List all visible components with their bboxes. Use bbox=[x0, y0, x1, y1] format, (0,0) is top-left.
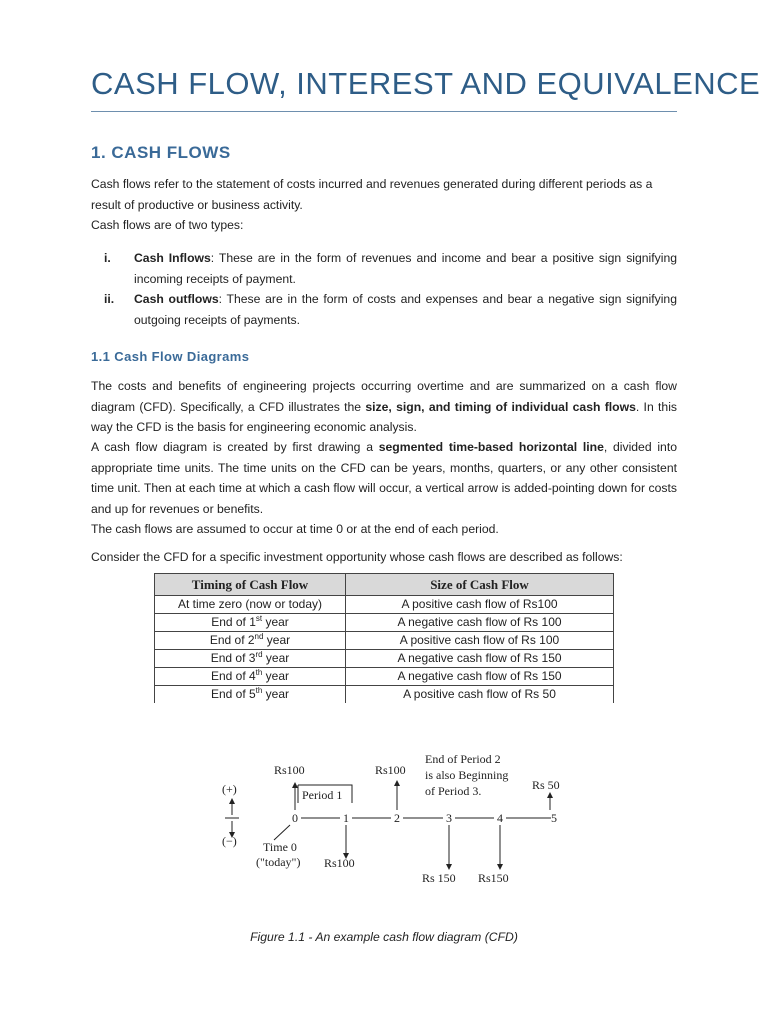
cfd-paragraph-2 bbox=[91, 437, 677, 519]
cfd-paragraph-3: The cash flows are assumed to occur at time 0 or at the end of each period. bbox=[91, 522, 499, 536]
cash-flow-table bbox=[154, 573, 614, 703]
note-line-2: is also Beginning bbox=[425, 768, 509, 782]
timing-cell bbox=[155, 614, 346, 632]
note-line-3: of Period 3. bbox=[425, 784, 482, 798]
timing-text: End of 2 bbox=[209, 633, 255, 647]
column-header-size: Size of Cash Flow bbox=[346, 574, 614, 596]
paragraph-text: , divided into appropriate time units. The time units on the CFD can be years, months, quarters, or any other consistent time unit. Then at each time at which a cash flow will occur, a vertical arrow is added-pointing down for costs and up for revenues or benefits. bbox=[91, 440, 677, 516]
list-number: ii. bbox=[104, 292, 115, 306]
time0-pointer bbox=[274, 825, 290, 840]
minus-sign-label: (−) bbox=[222, 834, 237, 848]
tick-label-5: 5 bbox=[551, 811, 557, 825]
table-row bbox=[155, 596, 614, 614]
cash-flows-intro bbox=[91, 174, 677, 236]
outflow-label-t3: Rs 150 bbox=[422, 871, 456, 885]
cfd-paragraph-4: Consider the CFD for a specific investment opportunity whose cash flows are described as follows: bbox=[91, 550, 623, 564]
size-cell: A negative cash flow of Rs 150 bbox=[346, 668, 614, 686]
page-title: CASH FLOW, INTEREST AND EQUIVALENCE bbox=[91, 66, 761, 101]
timing-text: End of 4 bbox=[210, 669, 256, 683]
timing-text: At time zero (now or today) bbox=[177, 597, 323, 611]
figure-caption: Figure 1.1 - An example cash flow diagram (CFD) bbox=[250, 930, 518, 944]
plus-sign-label: (+) bbox=[222, 782, 237, 796]
timing-text: End of 3 bbox=[210, 651, 256, 665]
paragraph-text: . In this way the CFD is the basis for engineering economic analysis. bbox=[91, 399, 677, 434]
timing-text: year bbox=[262, 651, 290, 665]
today-label: ("today") bbox=[256, 855, 301, 869]
timing-cell bbox=[155, 668, 346, 686]
tick-label-1: 1 bbox=[343, 811, 349, 825]
ordinal-suffix: rd bbox=[255, 650, 263, 659]
cash-flow-diagram bbox=[206, 745, 576, 890]
tick-label-4: 4 bbox=[497, 811, 503, 825]
size-cell: A negative cash flow of Rs 150 bbox=[346, 650, 614, 668]
emphasis-text: segmented time-based horizontal line bbox=[378, 440, 604, 454]
size-cell: A positive cash flow of Rs 100 bbox=[346, 632, 614, 650]
cash-flow-types-list bbox=[91, 248, 677, 330]
table-row bbox=[155, 650, 614, 668]
timing-cell bbox=[155, 650, 346, 668]
column-header-timing: Timing of Cash Flow bbox=[155, 574, 346, 596]
intro-definition: Cash flows refer to the statement of costs incurred and revenues generated during different periods as a result of productive or business activity. bbox=[91, 177, 653, 212]
term-cash-inflows: Cash Inflows bbox=[134, 251, 211, 265]
timing-text: year bbox=[262, 615, 289, 629]
size-cell: A positive cash flow of Rs 50 bbox=[346, 686, 614, 704]
cfd-paragraph-1 bbox=[91, 376, 677, 438]
size-cell: A negative cash flow of Rs 100 bbox=[346, 614, 614, 632]
period-label: Period 1 bbox=[302, 788, 343, 802]
timing-text: year bbox=[262, 687, 290, 701]
section-heading-cash-flows: 1. CASH FLOWS bbox=[91, 143, 231, 162]
timing-cell bbox=[155, 596, 346, 614]
paragraph-text: A cash flow diagram is created by first drawing a bbox=[91, 440, 379, 454]
inflow-label-t2: Rs100 bbox=[375, 763, 406, 777]
tick-label-0: 0 bbox=[292, 811, 298, 825]
intro-types-lead: Cash flows are of two types: bbox=[91, 218, 244, 232]
paragraph-text: The costs and benefits of engineering projects occurring overtime and are summarized on a cash flow diagram (CFD). Specifically, a CFD illustrates the bbox=[91, 379, 677, 414]
table-row bbox=[155, 686, 614, 704]
term-cash-outflows: Cash outflows bbox=[134, 292, 219, 306]
definition-cash-inflows: : These are in the form of revenues and income and bear a positive sign signifying incoming receipts of payment. bbox=[134, 251, 677, 286]
list-number: i. bbox=[104, 251, 111, 265]
size-cell: A positive cash flow of Rs100 bbox=[346, 596, 614, 614]
inflow-label-t5: Rs 50 bbox=[532, 778, 560, 792]
ordinal-suffix: st bbox=[255, 614, 263, 623]
list-item-cash-inflows bbox=[91, 248, 677, 289]
timing-text: year bbox=[262, 669, 290, 683]
ordinal-suffix: nd bbox=[254, 632, 264, 641]
timing-text: End of 1 bbox=[211, 615, 256, 629]
tick-label-2: 2 bbox=[394, 811, 400, 825]
outflow-label-t1: Rs100 bbox=[324, 856, 355, 870]
list-item-cash-outflows bbox=[91, 289, 677, 330]
definition-cash-outflows: : These are in the form of costs and expenses and bear a negative sign signifying outgoing receipts of payments. bbox=[134, 292, 677, 327]
tick-label-3: 3 bbox=[446, 811, 452, 825]
inflow-label-t0: Rs100 bbox=[274, 763, 305, 777]
ordinal-suffix: th bbox=[255, 686, 263, 695]
timing-cell bbox=[155, 686, 346, 704]
table-row bbox=[155, 614, 614, 632]
note-line-1: End of Period 2 bbox=[425, 752, 501, 766]
outflow-label-t4: Rs150 bbox=[478, 871, 509, 885]
table-row bbox=[155, 668, 614, 686]
timing-text: End of 5 bbox=[210, 687, 256, 701]
timing-text: year bbox=[263, 633, 291, 647]
time0-label: Time 0 bbox=[263, 840, 297, 854]
table-row bbox=[155, 632, 614, 650]
title-divider bbox=[91, 111, 677, 112]
table-header-row bbox=[155, 574, 614, 596]
ordinal-suffix: th bbox=[255, 668, 263, 677]
emphasis-text: size, sign, and timing of individual cash flows bbox=[365, 399, 636, 414]
timing-cell bbox=[155, 632, 346, 650]
section-heading-cash-flow-diagrams: 1.1 Cash Flow Diagrams bbox=[91, 349, 250, 364]
